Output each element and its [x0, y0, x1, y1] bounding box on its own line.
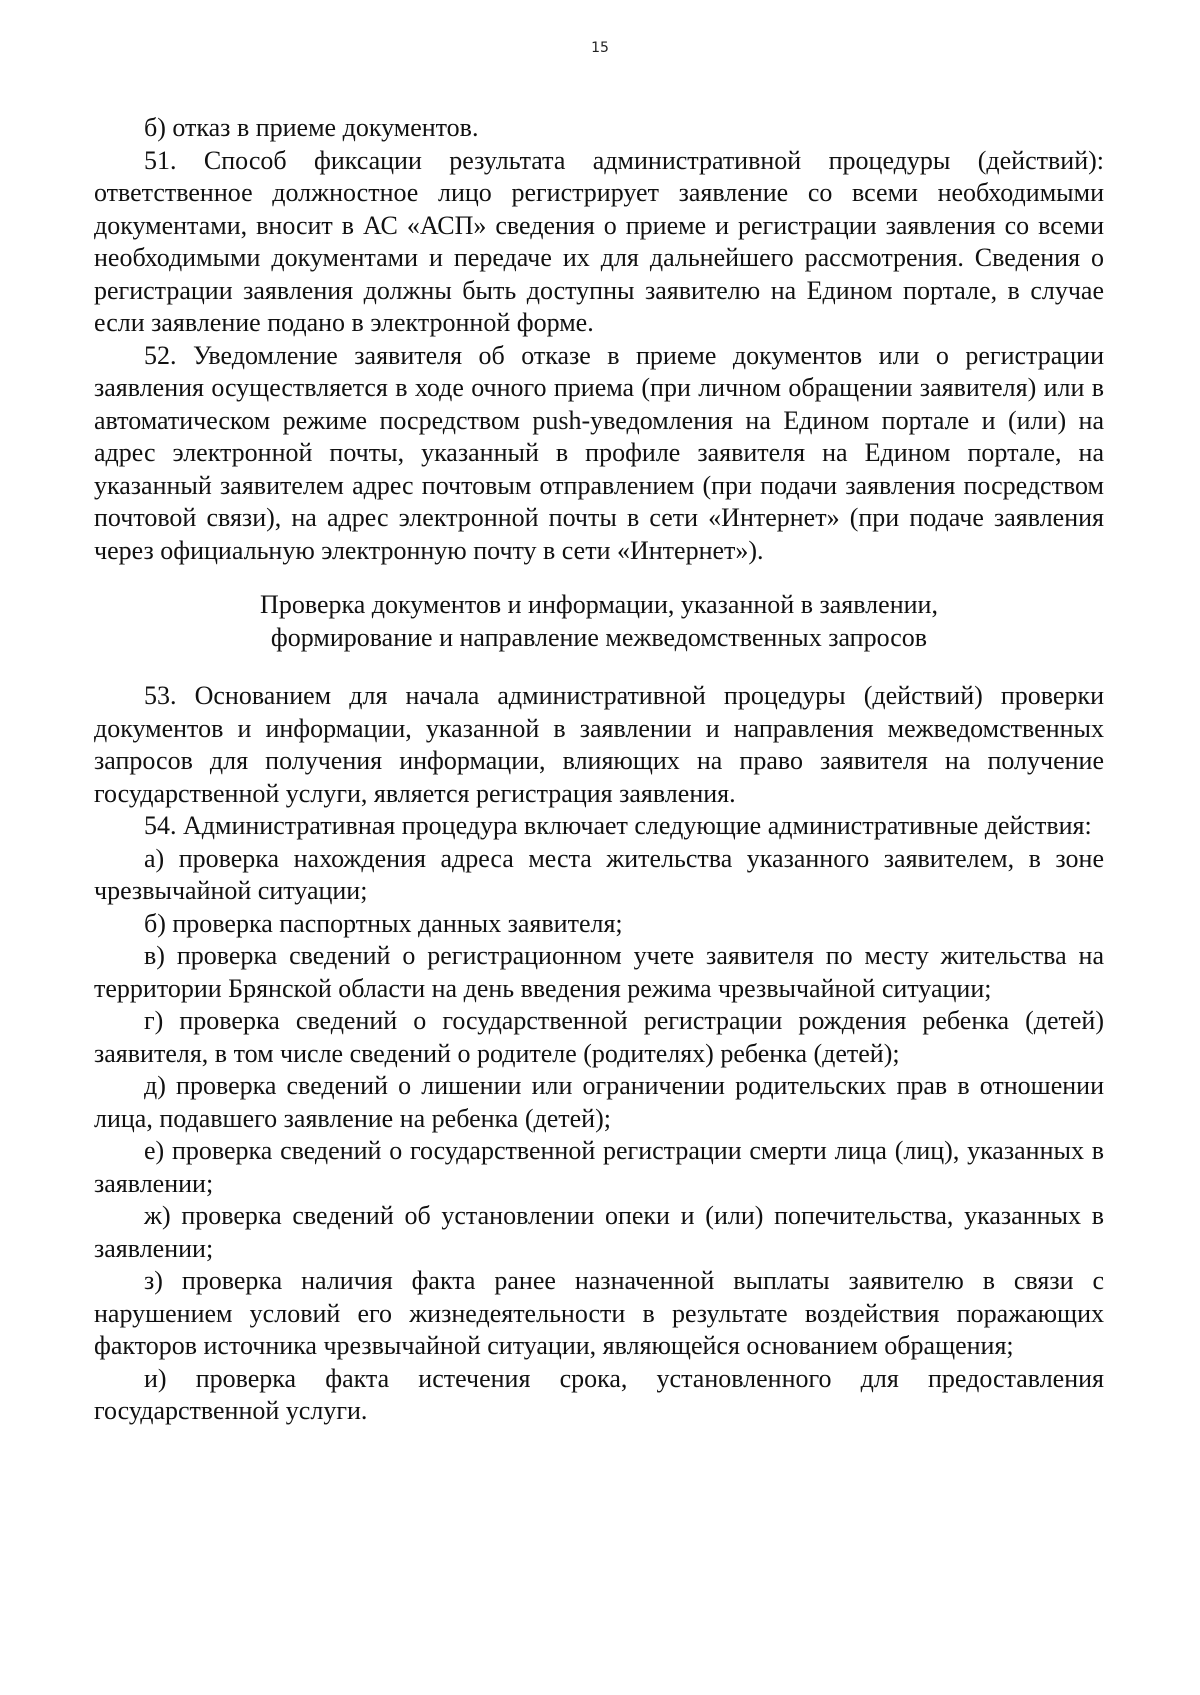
- list-item-zh: ж) проверка сведений об установлении опеки и (или) попечительства, указанных в заявлении;: [94, 1201, 1104, 1263]
- list-item-e: е) проверка сведений о государственной регистрации смерти лица (лиц), указанных в заявлении;: [94, 1136, 1104, 1198]
- list-item-v: в) проверка сведений о регистрационном учете заявителя по месту жительства на территории Брянской области на день введения режима чрезвычайной ситуации;: [94, 941, 1104, 1003]
- paragraph-51: 51. Способ фиксации результата административной процедуры (действий): ответственное должностное лицо регистрирует заявление со всеми необходимыми документами, вносит в АС «АСП» сведения о приеме и регистрации заявления со всеми необходимыми документами и передаче их для дальнейшего рассмотрения. Сведения о регистрации заявления должны быть доступны заявителю на Едином портале, в случае если заявление подано в электронной форме.: [94, 145, 1104, 337]
- section-heading: [94, 589, 1104, 654]
- list-item-z: з) проверка наличия факта ранее назначенной выплаты заявителю в связи с нарушением условий его жизнедеятельности в результате воздействия поражающих факторов источника чрезвычайной ситуации, являющейся основанием обращения;: [94, 1266, 1104, 1360]
- list-item-a: а) проверка нахождения адреса места жительства указанного заявителем, в зоне чрезвычайной ситуации;: [94, 843, 1104, 905]
- section-heading-line-1: Проверка документов и информации, указанной в заявлении,: [260, 590, 938, 619]
- list-item-b: б) проверка паспортных данных заявителя;: [144, 908, 623, 938]
- list-item-g: г) проверка сведений о государственной регистрации рождения ребенка (детей) заявителя, в том числе сведений о родителе (родителях) ребенка (детей);: [94, 1006, 1104, 1068]
- paragraph-53: 53. Основанием для начала административной процедуры (действий) проверки документов и информации, указанной в заявлении и направления межведомственных запросов для получения информации, влияющих на право заявителя на получение государственной услуги, является регистрация заявления.: [94, 681, 1104, 808]
- page-number: 15: [591, 40, 609, 56]
- document-body: [94, 112, 1104, 1428]
- paragraph-54: 54. Административная процедура включает следующие административные действия:: [144, 811, 1092, 840]
- section-heading-line-2: формирование и направление межведомственных запросов: [270, 622, 928, 652]
- list-item-i: и) проверка факта истечения срока, установленного для предоставления государственной услуги.: [94, 1363, 1104, 1425]
- paragraph-52: 52. Уведомление заявителя об отказе в приеме документов или о регистрации заявления осуществляется в ходе очного приема (при личном обращении заявителя) или в автоматическом режиме посредством push-уведомления на Едином портале и (или) на адрес электронной почты, указанный в профиле заявителя на Едином портале, на указанный заявителем адрес почтовым отправлением (при подачи заявления посредством почтовой связи), на адрес электронной почты в сети «Интернет» (при подаче заявления через официальную электронную почту в сети «Интернет»).: [94, 340, 1104, 565]
- paragraph-item-b-refusal: б) отказ в приеме документов.: [144, 113, 479, 142]
- list-item-d: д) проверка сведений о лишении или ограничении родительских прав в отношении лица, подавшего заявление на ребенка (детей);: [94, 1071, 1104, 1133]
